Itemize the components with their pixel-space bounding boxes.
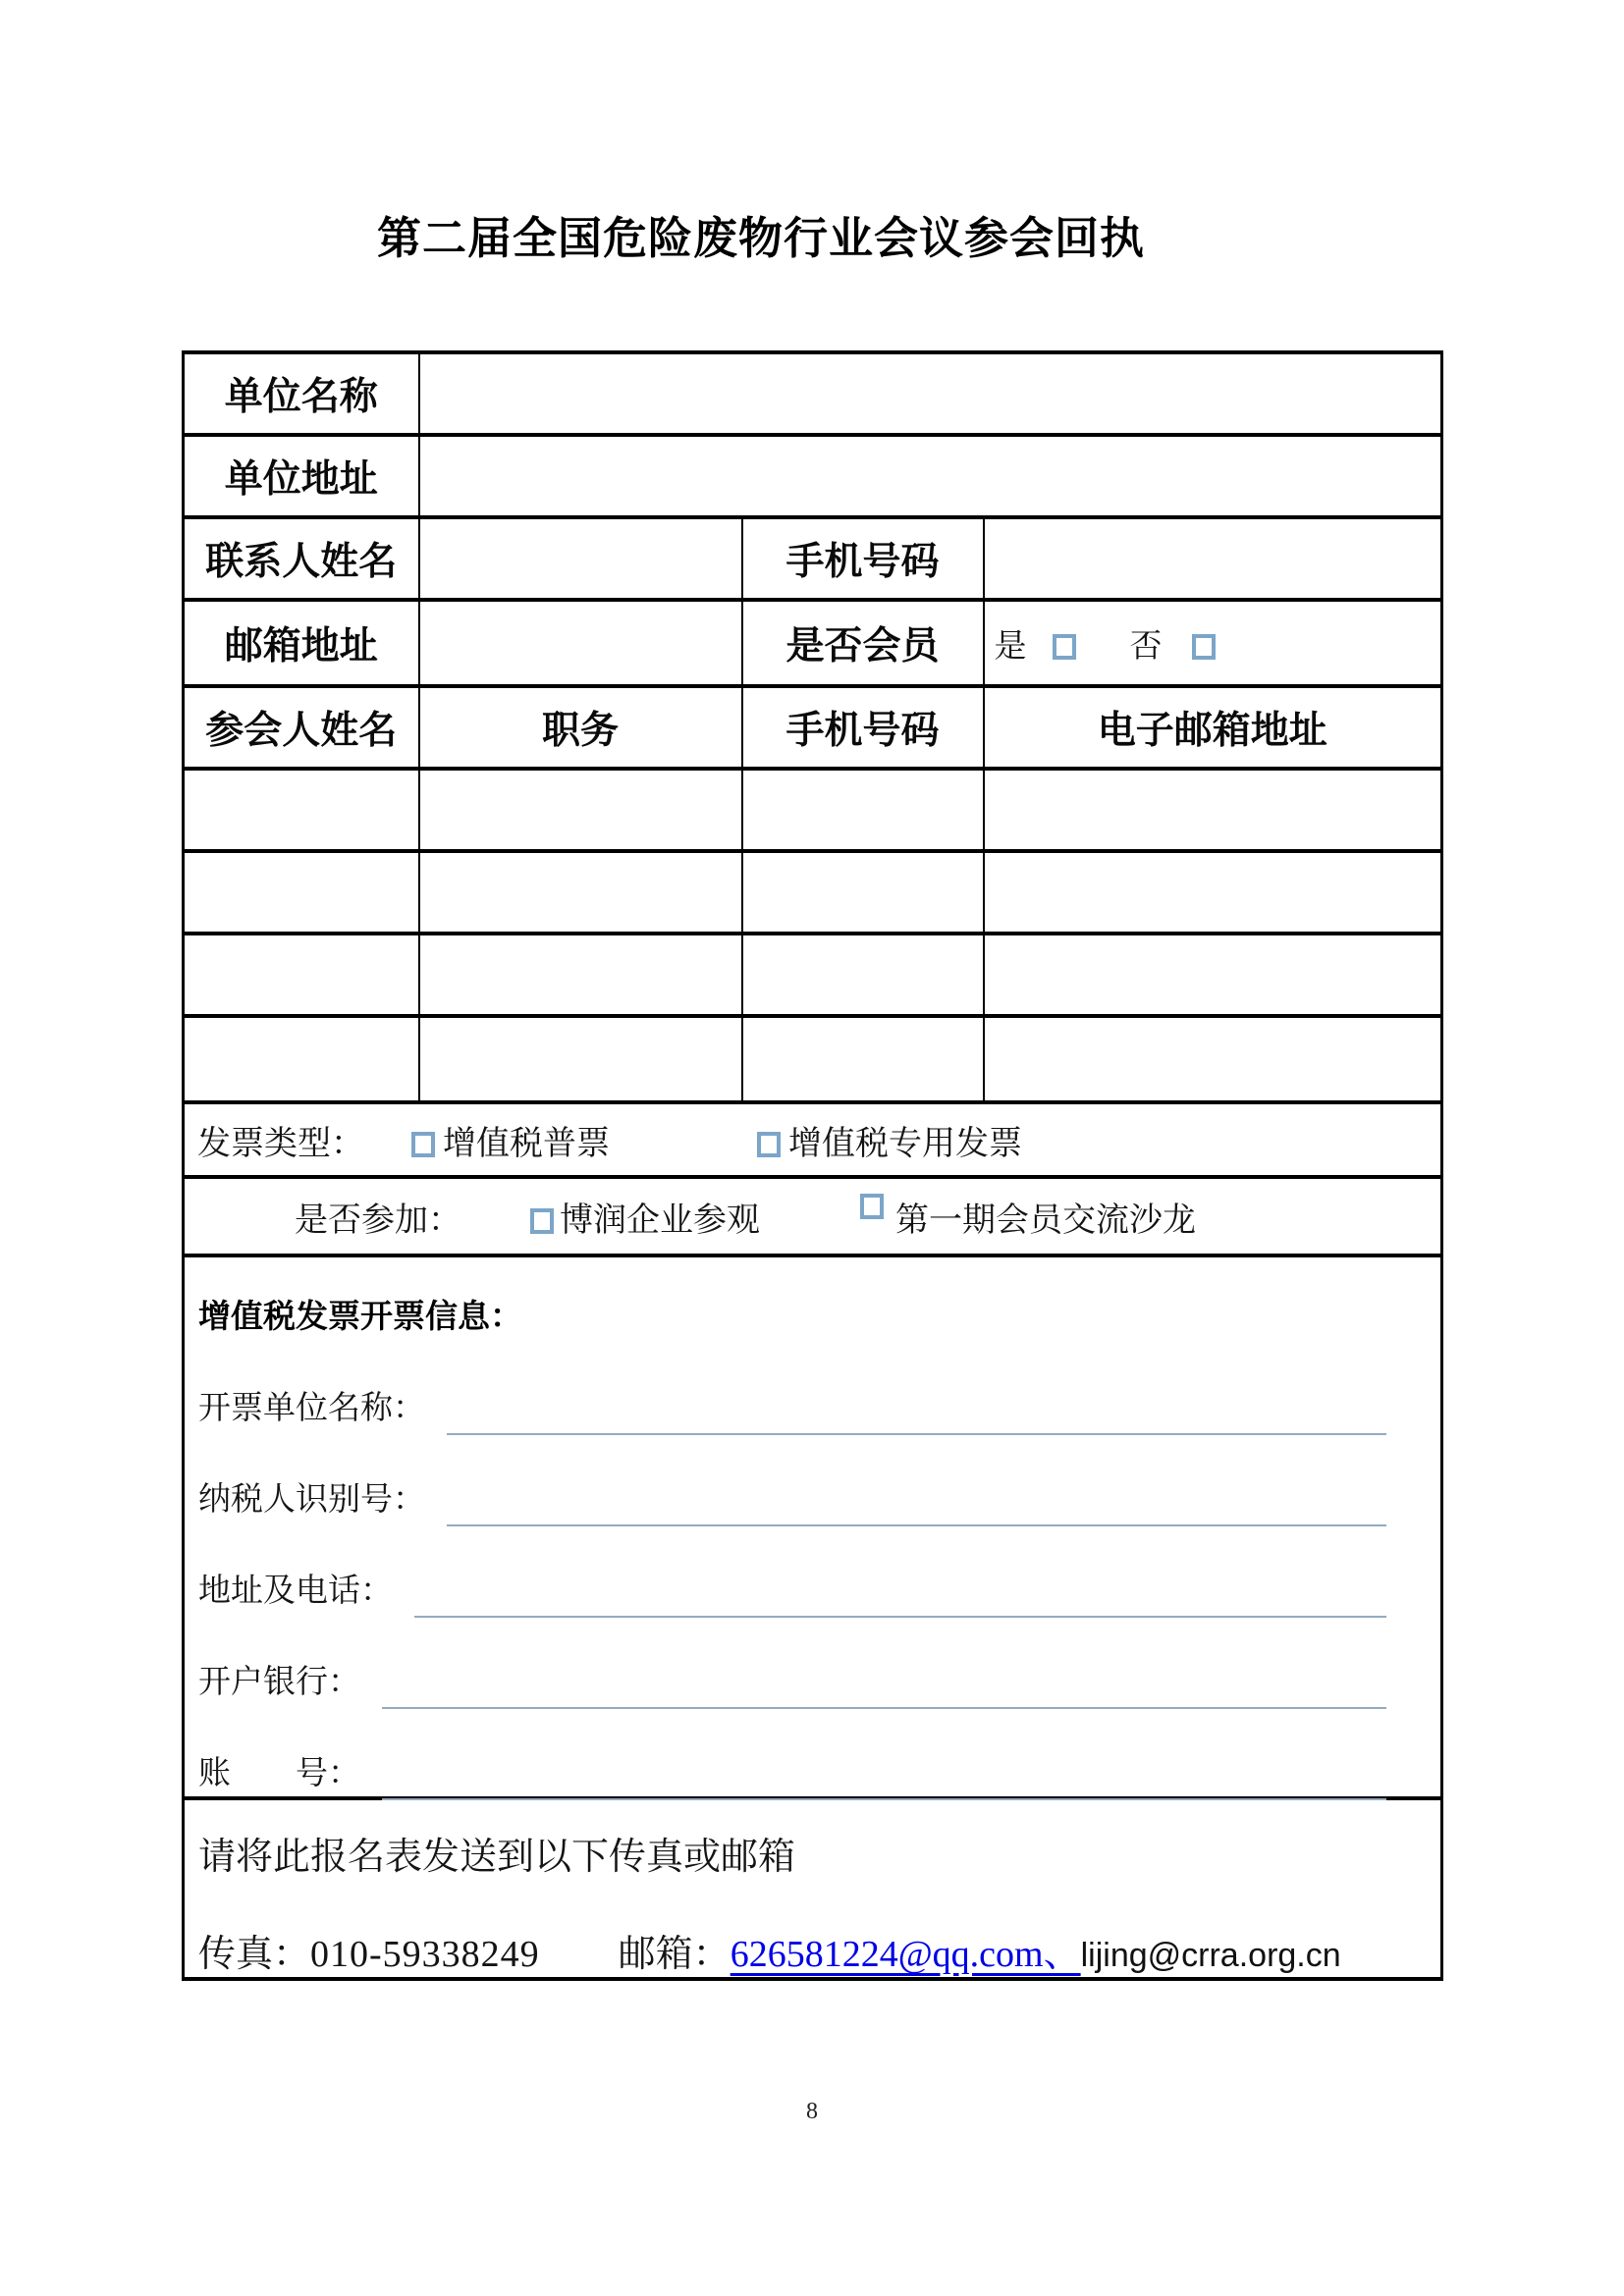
invoice-special-checkbox xyxy=(757,1132,781,1157)
participant-email-header: 电子邮箱地址 xyxy=(984,686,1442,769)
row-email-membership xyxy=(184,600,1442,686)
row-unit-address xyxy=(184,435,1442,517)
vat-address-phone-fill-line xyxy=(414,1608,1386,1618)
row-invoice-type xyxy=(184,1102,1442,1177)
unit-address-value-cell xyxy=(419,435,1442,517)
participant-position-cell xyxy=(419,1016,742,1102)
participant-row xyxy=(184,851,1442,934)
participation-cell xyxy=(184,1177,1442,1255)
participant-mobile-cell xyxy=(742,934,984,1016)
membership-label: 是否会员 xyxy=(742,600,984,686)
participant-row xyxy=(184,769,1442,851)
contact-mobile-label: 手机号码 xyxy=(742,517,984,600)
participant-name-cell xyxy=(184,851,419,934)
vat-taxpayer-id-label: 纳税人识别号： xyxy=(198,1481,425,1518)
unit-name-value-cell xyxy=(419,352,1442,435)
row-participation xyxy=(184,1177,1442,1255)
vat-address-phone-label: 地址及电话： xyxy=(198,1573,393,1609)
participant-email-cell xyxy=(984,851,1442,934)
vat-account-label: 账 号： xyxy=(198,1755,360,1791)
participant-row xyxy=(184,934,1442,1016)
invoice-type-cell xyxy=(184,1102,1442,1177)
participant-email-cell xyxy=(984,934,1442,1016)
row-unit-name xyxy=(184,352,1442,435)
participation-salon-checkbox xyxy=(860,1194,884,1219)
send-instructions-cell xyxy=(184,1798,1442,1979)
vat-bank-row xyxy=(198,1656,1386,1702)
fax-email-line xyxy=(198,1923,1391,1977)
vat-company-label: 开票单位名称： xyxy=(198,1390,425,1426)
vat-company-fill-line xyxy=(447,1425,1386,1435)
email-address-value-cell xyxy=(419,600,742,686)
participant-name-cell xyxy=(184,1016,419,1102)
participant-position-cell xyxy=(419,851,742,934)
vat-taxpayer-id-row xyxy=(198,1473,1386,1520)
vat-bank-fill-line xyxy=(382,1699,1386,1709)
fax-label: 传真： xyxy=(198,1934,311,1975)
registration-form-table xyxy=(182,350,1443,1981)
email-link[interactable]: 626581224@qq.com、 xyxy=(730,1934,1081,1975)
membership-yes-label: 是 xyxy=(994,628,1027,665)
vat-address-phone-row xyxy=(198,1565,1386,1611)
fax-number: 010-59338249 xyxy=(310,1934,540,1975)
participant-row xyxy=(184,1016,1442,1102)
participation-visit-option-label: 博润企业参观 xyxy=(560,1201,760,1239)
page-number: 8 xyxy=(806,2099,818,2124)
participant-position-header: 职务 xyxy=(419,686,742,769)
invoice-special-option-label: 增值税专用发票 xyxy=(788,1125,1022,1162)
membership-no-label: 否 xyxy=(1129,628,1163,665)
participant-name-cell xyxy=(184,769,419,851)
vat-info-cell xyxy=(184,1255,1442,1798)
participant-mobile-cell xyxy=(742,1016,984,1102)
participant-name-cell xyxy=(184,934,419,1016)
document-title: 第二届全国危险废物行业会议参会回执 xyxy=(376,213,1145,263)
contact-name-label: 联系人姓名 xyxy=(184,517,419,600)
participant-position-cell xyxy=(419,934,742,1016)
vat-bank-label: 开户银行： xyxy=(198,1664,360,1700)
vat-taxpayer-id-fill-line xyxy=(447,1517,1386,1526)
unit-address-label: 单位地址 xyxy=(184,435,419,517)
contact-name-value-cell xyxy=(419,517,742,600)
participant-email-cell xyxy=(984,769,1442,851)
vat-account-row xyxy=(198,1747,1386,1793)
participant-mobile-header: 手机号码 xyxy=(742,686,984,769)
invoice-regular-option-label: 增值税普票 xyxy=(443,1125,610,1162)
participation-label: 是否参加： xyxy=(295,1201,461,1239)
invoice-type-label: 发票类型： xyxy=(197,1125,364,1162)
participant-mobile-cell xyxy=(742,769,984,851)
participation-visit-checkbox xyxy=(530,1208,554,1234)
email-secondary: lijing@crra.org.cn xyxy=(1080,1937,1341,1974)
membership-yes-checkbox xyxy=(1053,634,1076,660)
participant-position-cell xyxy=(419,769,742,851)
membership-no-checkbox xyxy=(1192,634,1216,660)
participation-salon-option-label: 第一期会员交流沙龙 xyxy=(895,1201,1196,1239)
participant-name-header: 参会人姓名 xyxy=(184,686,419,769)
invoice-regular-checkbox xyxy=(411,1132,435,1157)
vat-company-row xyxy=(198,1382,1386,1428)
participant-mobile-cell xyxy=(742,851,984,934)
email-address-label: 邮箱地址 xyxy=(184,600,419,686)
row-participant-headers xyxy=(184,686,1442,769)
email-label: 邮箱： xyxy=(618,1934,731,1975)
membership-value-cell xyxy=(984,600,1442,686)
send-instruction-text: 请将此报名表发送到以下传真或邮箱 xyxy=(198,1837,796,1878)
row-send-instructions xyxy=(184,1798,1442,1979)
vat-account-fill-line xyxy=(382,1790,1386,1800)
row-vat-info xyxy=(184,1255,1442,1798)
participant-email-cell xyxy=(984,1016,1442,1102)
unit-name-label: 单位名称 xyxy=(184,352,419,435)
vat-info-heading: 增值税发票开票信息： xyxy=(198,1299,522,1335)
row-contact xyxy=(184,517,1442,600)
contact-mobile-value-cell xyxy=(984,517,1442,600)
